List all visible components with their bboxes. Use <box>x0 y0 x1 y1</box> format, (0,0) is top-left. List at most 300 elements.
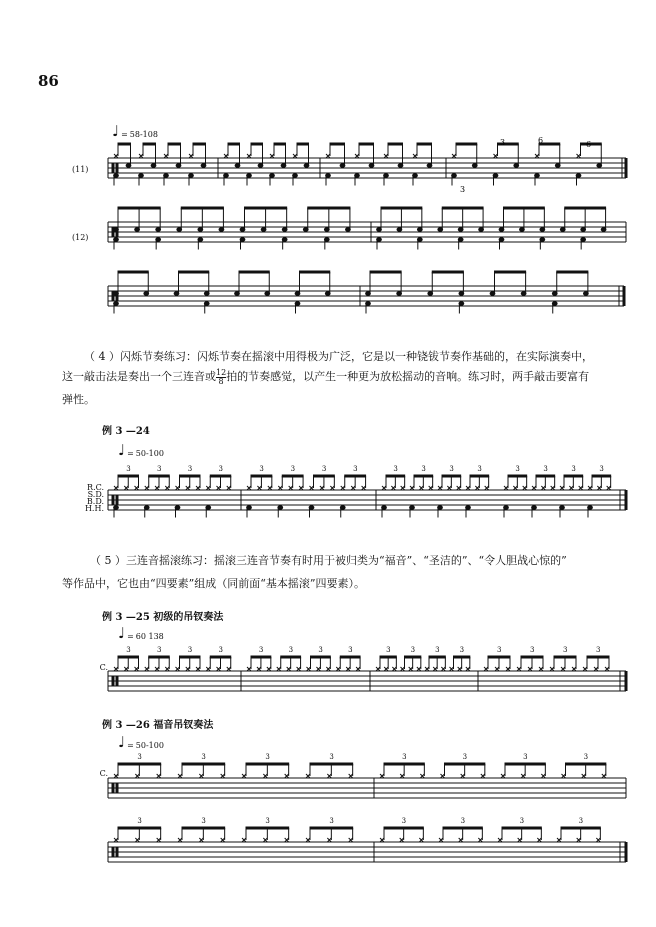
triplet-mark: 3 <box>290 465 296 473</box>
triplet-mark: 3 <box>201 817 206 825</box>
cymbal-note <box>569 486 573 490</box>
triplet-mark: 3 <box>421 465 426 473</box>
cymbal-note <box>376 667 380 671</box>
note-beam <box>488 656 510 658</box>
note-beam <box>564 475 583 477</box>
cymbal-note <box>287 667 291 671</box>
triplet-mark: 3 <box>187 646 193 654</box>
cymbal-note <box>498 838 502 842</box>
cymbal-note <box>221 774 225 778</box>
triplet-mark: 3 <box>348 646 353 654</box>
cymbal-note <box>382 486 386 490</box>
cymbal-note <box>459 838 463 842</box>
note-beam <box>300 271 330 273</box>
note-beam <box>193 143 206 145</box>
triplet-mark: 3 <box>329 753 334 761</box>
note-beam <box>521 656 543 658</box>
triplet-mark: 3 <box>259 465 264 473</box>
cymbal-note <box>355 154 359 158</box>
triplet-mark: 3 <box>530 646 535 654</box>
note-beam <box>384 827 423 829</box>
cymbal-note <box>247 154 251 158</box>
cymbal-note <box>306 774 310 778</box>
note-beam <box>454 656 470 658</box>
cymbal-note <box>425 667 429 671</box>
quarter-note-icon: ♩ <box>112 122 120 140</box>
triplet-mark: 3 <box>523 753 528 761</box>
cymbal-note <box>176 667 180 671</box>
cymbal-note <box>561 667 565 671</box>
cymbal-note <box>560 486 564 490</box>
note-beam <box>118 207 160 209</box>
cymbal-note <box>155 667 159 671</box>
note-beam <box>297 143 309 145</box>
triplet-mark: 3 <box>353 465 358 473</box>
instrument-label-3-25: C. <box>99 663 108 672</box>
note-beam <box>414 475 433 477</box>
tempo-marking-3-26: ♩ = 50-100 <box>118 733 164 751</box>
note-beam <box>442 207 483 209</box>
note-beam <box>181 207 223 209</box>
note-beam <box>180 656 201 658</box>
cymbal-note <box>124 667 128 671</box>
cymbal-note <box>551 486 555 490</box>
cymbal-note <box>523 486 527 490</box>
cymbal-note <box>227 486 231 490</box>
cymbal-note <box>176 486 180 490</box>
triplet-mark: 3 <box>265 753 270 761</box>
cymbal-note <box>164 154 168 158</box>
instrument-label-3-26: C. <box>99 769 108 778</box>
note-beam <box>442 475 461 477</box>
triplet-mark: 3 <box>329 817 334 825</box>
note-beam <box>386 475 405 477</box>
cymbal-note <box>458 667 462 671</box>
cymbal-note <box>336 667 340 671</box>
sextuplet-mark: 6 <box>538 136 544 145</box>
example-label-12: (12) <box>72 233 89 242</box>
cymbal-note <box>196 667 200 671</box>
cymbal-note <box>602 774 606 778</box>
tempo-marking-3-25: ♩ = 60 138 <box>118 624 164 642</box>
cymbal-note <box>495 667 499 671</box>
cymbal-note <box>114 774 118 778</box>
note-beam <box>554 656 576 658</box>
triplet-mark: 3 <box>157 646 162 654</box>
cymbal-note <box>481 774 485 778</box>
cymbal-note <box>349 838 353 842</box>
note-beam <box>311 656 331 658</box>
cymbal-note <box>356 667 360 671</box>
cymbal-note <box>278 486 282 490</box>
note-beam <box>118 271 148 273</box>
note-beam <box>429 656 445 658</box>
note-beam <box>505 763 545 765</box>
note-beam <box>345 475 366 477</box>
note-beam <box>149 656 170 658</box>
cymbal-note <box>420 774 424 778</box>
cymbal-note <box>557 838 561 842</box>
note-beam <box>504 207 545 209</box>
triplet-mark: 3 <box>386 646 391 654</box>
cymbal-note <box>400 838 404 842</box>
note-beam <box>251 143 263 145</box>
cymbal-note <box>135 486 139 490</box>
note-beam <box>168 143 181 145</box>
note-beam <box>118 656 139 658</box>
note-beam <box>308 207 350 209</box>
score-example-11 <box>108 136 628 196</box>
triplet-mark: 3 <box>258 646 264 654</box>
cymbal-note <box>457 486 461 490</box>
cymbal-note <box>384 667 388 671</box>
note-beam <box>370 271 401 273</box>
triplet-mark: 3 <box>435 646 440 654</box>
cymbal-note <box>307 667 311 671</box>
cymbal-note <box>257 667 261 671</box>
tempo-marking-11: ♩ = 58-108 <box>112 122 158 140</box>
note-beam <box>118 827 161 829</box>
example-title-3-24: 例 3 —24 <box>102 426 150 437</box>
paragraph-4-line-3: 弹性。 <box>62 393 95 406</box>
cymbal-note <box>452 154 456 158</box>
note-beam <box>282 475 303 477</box>
cymbal-note <box>114 667 118 671</box>
cymbal-note <box>186 667 190 671</box>
cymbal-note <box>178 774 182 778</box>
note-beam <box>182 827 225 829</box>
cymbal-note <box>582 774 586 778</box>
cymbal-note <box>270 154 274 158</box>
cymbal-note <box>285 838 289 842</box>
cymbal-note <box>410 486 414 490</box>
cymbal-note <box>114 486 118 490</box>
score-example-3-26-line2 <box>108 812 628 868</box>
cymbal-note <box>199 838 203 842</box>
cymbal-note <box>349 774 353 778</box>
cymbal-note <box>541 774 545 778</box>
cymbal-note <box>380 838 384 842</box>
cymbal-note <box>506 667 510 671</box>
note-beam <box>502 827 541 829</box>
cymbal-note <box>165 667 169 671</box>
paragraph-5-line-1: （ 5 ）三连音摇滚练习：摇滚三连音节奏有时用于被归类为“福音”、“圣洁的”、“令人胆战心惊的” <box>90 554 567 567</box>
note-beam <box>340 656 360 658</box>
note-beam <box>281 656 301 658</box>
quarter-note-icon: ♩ <box>118 441 126 459</box>
percussion-clef-icon <box>116 783 118 793</box>
cymbal-note <box>550 667 554 671</box>
triplet-mark: 3 <box>402 753 407 761</box>
example-title-3-25: 例 3 —25 初级的吊钗奏法 <box>102 612 224 623</box>
note-beam <box>536 475 555 477</box>
cymbal-note <box>478 838 482 842</box>
note-beam <box>495 271 526 273</box>
note-beam <box>592 475 611 477</box>
cymbal-note <box>114 838 118 842</box>
cymbal-note <box>135 838 139 842</box>
cymbal-note <box>135 667 139 671</box>
cymbal-note <box>326 667 330 671</box>
triplet-mark: 3 <box>599 465 604 473</box>
cymbal-note <box>135 774 139 778</box>
cymbal-note <box>327 838 331 842</box>
cymbal-note <box>384 154 388 158</box>
notes-12b <box>112 271 588 314</box>
note-beam <box>587 656 609 658</box>
percussion-clef-icon <box>112 495 114 505</box>
cymbal-note <box>346 667 350 671</box>
cymbal-note <box>596 838 600 842</box>
twelve-eight-fraction: $\frac{12}{8}$ <box>216 367 227 386</box>
example-label-11: (11) <box>72 165 89 174</box>
cymbal-note <box>351 486 355 490</box>
cymbal-note <box>588 486 592 490</box>
cymbal-note <box>484 667 488 671</box>
note-beam <box>384 763 424 765</box>
cymbal-note <box>277 667 281 671</box>
cymbal-note <box>139 154 143 158</box>
note-beam <box>443 827 482 829</box>
cymbal-note <box>145 486 149 490</box>
note-beam <box>118 143 131 145</box>
note-beam <box>246 827 289 829</box>
score-example-12-line2 <box>108 272 628 330</box>
note-beam <box>210 656 231 658</box>
notes-3-25 <box>112 646 609 686</box>
tempo-marking-3-24: ♩ = 50-100 <box>118 441 164 459</box>
triplet-mark: 3 <box>126 646 131 654</box>
cymbal-note <box>577 154 581 158</box>
percussion-clef-icon <box>116 847 118 857</box>
cymbal-note <box>517 667 521 671</box>
cymbal-note <box>501 774 505 778</box>
cymbal-note <box>413 154 417 158</box>
note-beam <box>180 475 201 477</box>
note-beam <box>274 143 286 145</box>
triplet-mark: 3 <box>500 138 506 147</box>
cymbal-note <box>341 486 345 490</box>
triplet-mark: 3 <box>571 465 576 473</box>
cymbal-note <box>224 154 228 158</box>
cymbal-note <box>433 667 437 671</box>
cymbal-note <box>504 486 508 490</box>
cymbal-note <box>447 486 451 490</box>
note-beam <box>251 475 272 477</box>
cymbal-note <box>320 486 324 490</box>
cymbal-note <box>409 667 413 671</box>
cymbal-note <box>391 486 395 490</box>
cymbal-note <box>513 486 517 490</box>
cymbal-note <box>419 486 423 490</box>
cymbal-note <box>380 774 384 778</box>
triplet-mark: 3 <box>401 817 407 825</box>
triplet-mark: 3 <box>321 465 327 473</box>
cymbal-note <box>597 486 601 490</box>
cymbal-note <box>330 486 334 490</box>
cymbal-note <box>438 486 442 490</box>
cymbal-note <box>401 667 405 671</box>
cymbal-note <box>316 667 320 671</box>
cymbal-note <box>178 838 182 842</box>
note-beam <box>246 763 289 765</box>
cymbal-note <box>268 486 272 490</box>
cymbal-note <box>257 486 261 490</box>
cymbal-note <box>532 486 536 490</box>
note-beam <box>314 475 335 477</box>
triplet-mark: 3 <box>459 646 465 654</box>
cymbal-note <box>217 486 221 490</box>
note-beam <box>182 763 225 765</box>
note-beam <box>566 763 606 765</box>
cymbal-note <box>535 154 539 158</box>
cymbal-note <box>400 774 404 778</box>
triplet-mark: 3 <box>218 465 223 473</box>
cymbal-note <box>572 667 576 671</box>
cymbal-note <box>401 486 405 490</box>
score-example-12-line1 <box>108 204 628 264</box>
note-beam <box>330 143 345 145</box>
triplet-mark: 3 <box>126 465 131 473</box>
cymbal-note <box>441 667 445 671</box>
note-beam <box>118 475 139 477</box>
cymbal-note <box>327 774 331 778</box>
cymbal-note <box>285 774 289 778</box>
cymbal-note <box>157 774 161 778</box>
note-beam <box>557 271 588 273</box>
score-example-3-24 <box>108 462 628 526</box>
note-beam <box>405 656 421 658</box>
cymbal-note <box>494 154 498 158</box>
note-beam <box>210 475 231 477</box>
cymbal-note <box>466 486 470 490</box>
note-beam <box>380 656 396 658</box>
triplet-mark: 3 <box>497 646 502 654</box>
instrument-list-3-24: R.C. S.D. B.D. H.H. <box>84 483 104 513</box>
percussion-clef-icon <box>112 783 114 793</box>
cymbal-note <box>537 838 541 842</box>
cymbal-note <box>362 486 366 490</box>
notes-3-26a <box>112 753 606 793</box>
cymbal-note <box>247 667 251 671</box>
percussion-clef-icon <box>116 495 118 505</box>
triplet-mark: 3 <box>157 465 162 473</box>
cymbal-note <box>289 486 293 490</box>
cymbal-note <box>293 154 297 158</box>
note-beam <box>565 207 606 209</box>
cymbal-note <box>206 667 210 671</box>
cymbal-note <box>114 154 118 158</box>
cymbal-note <box>306 838 310 842</box>
cymbal-note <box>485 486 489 490</box>
note-beam <box>445 763 485 765</box>
cymbal-note <box>439 838 443 842</box>
triplet-mark: 3 <box>187 465 193 473</box>
triplet-mark: 3 <box>596 646 601 654</box>
note-beam <box>508 475 527 477</box>
cymbal-note <box>521 774 525 778</box>
cymbal-note <box>466 667 470 671</box>
triplet-mark: 3 <box>393 465 398 473</box>
cymbal-note <box>475 486 479 490</box>
cymbal-note <box>165 486 169 490</box>
note-beam <box>417 143 432 145</box>
triplet-mark: 3 <box>318 646 323 654</box>
note-beam <box>388 143 403 145</box>
score-example-3-25 <box>108 645 628 695</box>
note-beam <box>310 763 353 765</box>
cymbal-note <box>607 486 611 490</box>
cymbal-note <box>263 838 267 842</box>
example-title-3-26: 例 3 —26 福音吊钗奏法 <box>102 720 214 731</box>
cymbal-note <box>299 486 303 490</box>
cymbal-note <box>528 667 532 671</box>
note-beam <box>143 143 156 145</box>
triplet-mark: 3 <box>462 753 468 761</box>
cymbal-note <box>417 667 421 671</box>
percussion-clef-icon <box>116 676 118 686</box>
triplet-mark: 3 <box>477 465 482 473</box>
triplet-mark: 3 <box>543 465 548 473</box>
triplet-mark: 3 <box>410 646 416 654</box>
cymbal-note <box>267 667 271 671</box>
cymbal-note <box>310 486 314 490</box>
cymbal-note <box>206 486 210 490</box>
triplet-mark: 3 <box>563 646 568 654</box>
cymbal-note <box>577 838 581 842</box>
note-beam <box>245 207 287 209</box>
triplet-mark: 3 <box>218 646 223 654</box>
cymbal-note <box>326 154 330 158</box>
cymbal-note <box>429 486 433 490</box>
percussion-clef-icon <box>116 163 118 173</box>
cymbal-note <box>145 667 149 671</box>
triplet-mark: 3 <box>449 465 454 473</box>
note-beam <box>118 763 161 765</box>
cymbal-note <box>217 667 221 671</box>
cymbal-note <box>594 667 598 671</box>
cymbal-note <box>242 838 246 842</box>
cymbal-note <box>392 667 396 671</box>
triplet-mark: 3 <box>137 753 142 761</box>
quarter-note-icon: ♩ <box>118 733 126 751</box>
note-beam <box>251 656 271 658</box>
sextuplet-mark: 6 <box>586 140 592 149</box>
cymbal-note <box>221 838 225 842</box>
note-beam <box>381 207 422 209</box>
triplet-mark: 3 <box>519 817 525 825</box>
cymbal-note <box>247 486 251 490</box>
note-beam <box>470 475 489 477</box>
note-beam <box>359 143 374 145</box>
cymbal-note <box>419 838 423 842</box>
quarter-note-icon: ♩ <box>118 624 126 642</box>
triplet-mark: 3 <box>460 817 466 825</box>
cymbal-note <box>155 486 159 490</box>
triplet-mark: 3 <box>288 646 294 654</box>
page-number: 86 <box>38 72 59 90</box>
triplet-mark: 3 <box>265 817 270 825</box>
paragraph-4-line-1: （ 4 ）闪烁节奏练习：闪烁节奏在摇滚中用得极为广泛，它是以一种铙钹节奏作基础的，在实际演奏中， <box>84 350 593 363</box>
triplet-mark: 3 <box>515 465 520 473</box>
cymbal-note <box>579 486 583 490</box>
cymbal-note <box>518 838 522 842</box>
triplet-mark: 3 <box>583 753 589 761</box>
note-beam <box>456 143 477 145</box>
cymbal-note <box>196 486 200 490</box>
notes-12a <box>112 207 606 250</box>
cymbal-note <box>263 774 267 778</box>
